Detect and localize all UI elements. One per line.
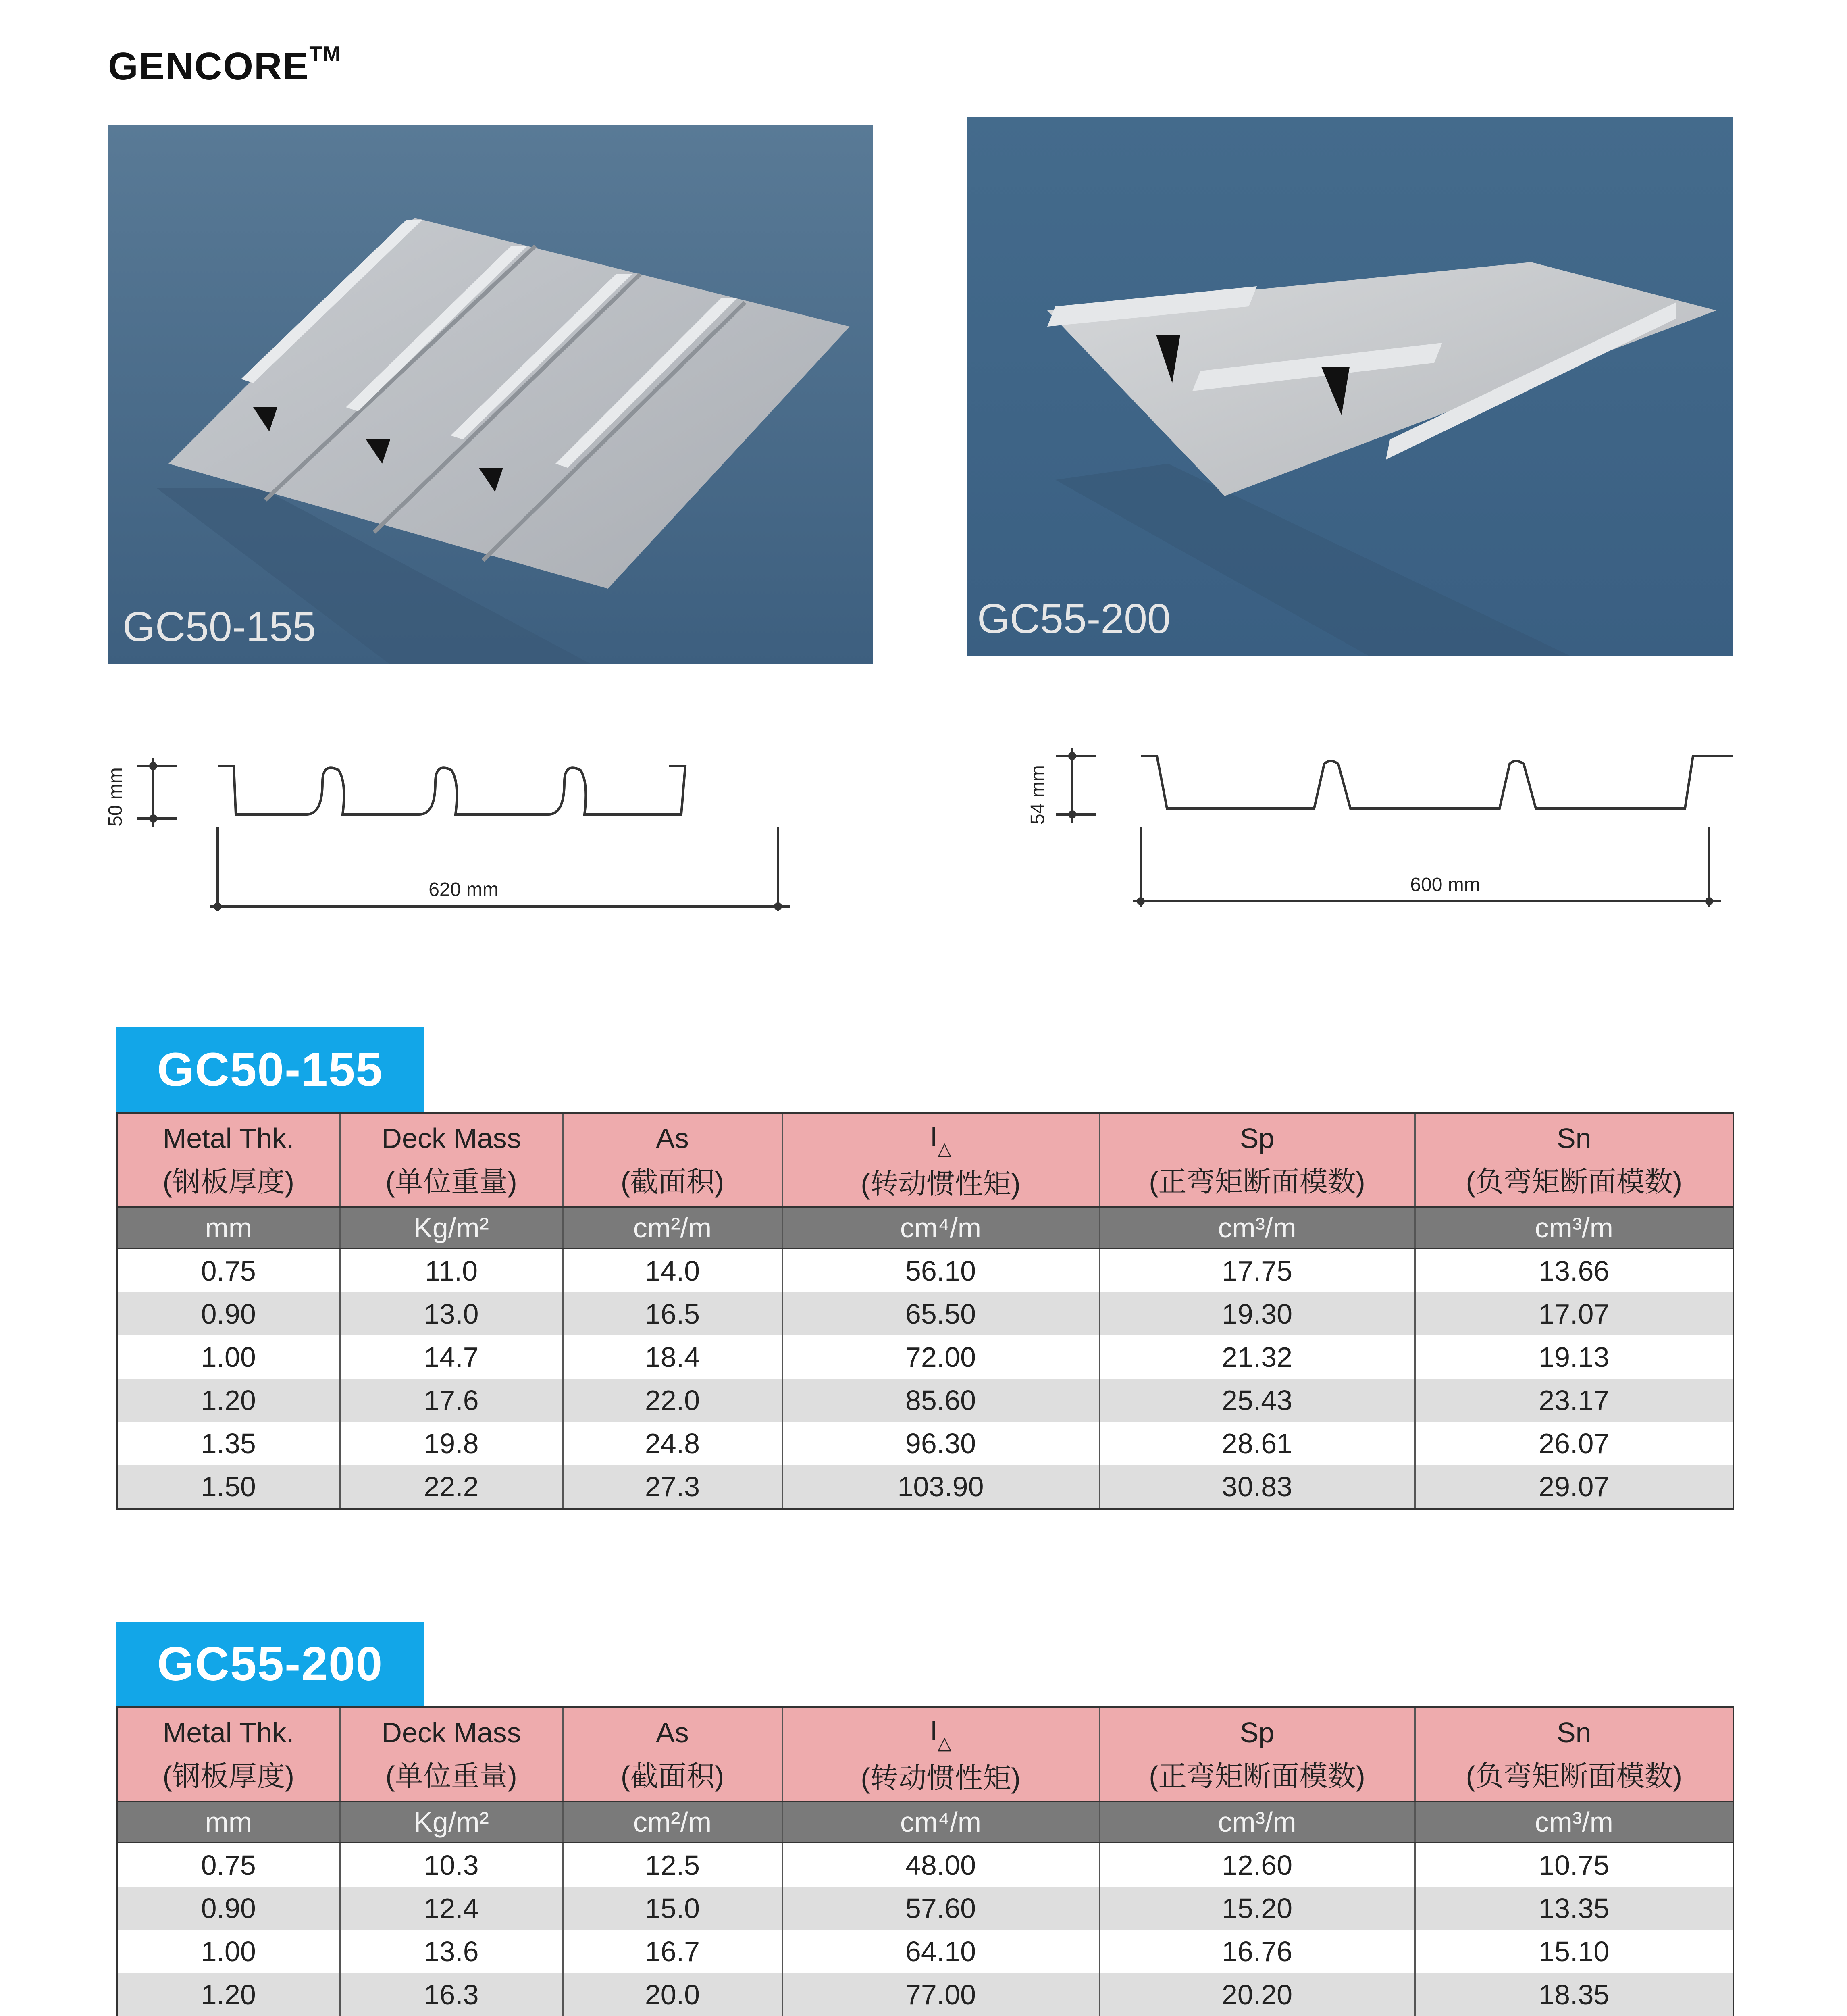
unit-cell: cm²/m: [563, 1207, 782, 1248]
table-cell: 13.6: [340, 1930, 563, 1973]
table-cell: 1.20: [117, 1379, 340, 1422]
table-cell: 85.60: [782, 1379, 1099, 1422]
table-cell: 27.3: [563, 1465, 782, 1509]
table-cell: 16.5: [563, 1292, 782, 1335]
profile-width-label: 600 mm: [1410, 874, 1480, 896]
table-row: [117, 1422, 1733, 1465]
table-row: [117, 1292, 1733, 1335]
table-cell: 15.0: [563, 1887, 782, 1930]
profile-width-label: 620 mm: [428, 879, 499, 900]
header-row: [117, 1113, 1733, 1207]
header-sp: Sp (正弯矩断面模数): [1099, 1113, 1415, 1207]
table-cell: 10.3: [340, 1843, 563, 1887]
table-cell: 77.00: [782, 1973, 1099, 2016]
table-cell: 65.50: [782, 1292, 1099, 1335]
table-cell: 16.3: [340, 1973, 563, 2016]
unit-cell: Kg/m²: [340, 1801, 563, 1843]
table-cell: 18.4: [563, 1335, 782, 1379]
unit-cell: Kg/m²: [340, 1207, 563, 1248]
table-cell: 16.7: [563, 1930, 782, 1973]
table-cell: 22.2: [340, 1465, 563, 1509]
profile-drawing-gc50-155: [97, 738, 822, 931]
table-cell: 15.10: [1415, 1930, 1733, 1973]
product-photo-gc55-200: [967, 117, 1733, 656]
table-cell: 17.07: [1415, 1292, 1733, 1335]
table-cell: 14.0: [563, 1248, 782, 1292]
table-cell: 13.35: [1415, 1887, 1733, 1930]
photo-label: GC55-200: [977, 596, 1171, 642]
profile-height-label: 50 mm: [105, 767, 126, 827]
table-cell: 20.0: [563, 1973, 782, 2016]
table-cell: 96.30: [782, 1422, 1099, 1465]
table-cell: 20.20: [1099, 1973, 1415, 2016]
unit-cell: mm: [117, 1207, 340, 1248]
unit-cell: cm³/m: [1099, 1207, 1415, 1248]
deck-render-gc55-200: [967, 117, 1733, 656]
table-row: [117, 1379, 1733, 1422]
table-row: [117, 1887, 1733, 1930]
photo-label: GC50-155: [123, 604, 316, 650]
units-row: [117, 1801, 1733, 1843]
brand-logo: [108, 44, 341, 89]
table-cell: 26.07: [1415, 1422, 1733, 1465]
header-deck-mass: Deck Mass (单位重量): [340, 1707, 563, 1801]
profile-drawing-gc55-200: [1008, 734, 1753, 927]
table-cell: 64.10: [782, 1930, 1099, 1973]
product-photo-gc50-155: [108, 125, 873, 664]
table-cell: 48.00: [782, 1843, 1099, 1887]
deck-render-gc50-155: [108, 125, 873, 664]
unit-cell: cm³/m: [1415, 1207, 1733, 1248]
header-as: As (截面积): [563, 1707, 782, 1801]
table-cell: 22.0: [563, 1379, 782, 1422]
table-cell: 18.35: [1415, 1973, 1733, 2016]
table-cell: 19.13: [1415, 1335, 1733, 1379]
table-cell: 12.5: [563, 1843, 782, 1887]
unit-cell: cm⁴/m: [782, 1801, 1099, 1843]
table-cell: 1.00: [117, 1335, 340, 1379]
profile-height-label: 54 mm: [1027, 765, 1048, 825]
table-cell: 13.66: [1415, 1248, 1733, 1292]
header-row: [117, 1707, 1733, 1801]
table-cell: 30.83: [1099, 1465, 1415, 1509]
header-inertia: $I_\triangle$ (转动惯性矩): [782, 1113, 1099, 1207]
brand-name: GENCORE: [108, 45, 310, 88]
table-cell: 11.0: [340, 1248, 563, 1292]
table-row: [117, 1843, 1733, 1887]
header-sn: Sn (负弯矩断面模数): [1415, 1113, 1733, 1207]
table-cell: 1.35: [117, 1422, 340, 1465]
table-cell: 24.8: [563, 1422, 782, 1465]
unit-cell: cm²/m: [563, 1801, 782, 1843]
table-cell: 0.90: [117, 1887, 340, 1930]
table-cell: 16.76: [1099, 1930, 1415, 1973]
header-sn: Sn (负弯矩断面模数): [1415, 1707, 1733, 1801]
table-cell: 1.50: [117, 1465, 340, 1509]
table-cell: 23.17: [1415, 1379, 1733, 1422]
table-row: [117, 1335, 1733, 1379]
unit-cell: cm⁴/m: [782, 1207, 1099, 1248]
units-row: [117, 1207, 1733, 1248]
table-cell: 15.20: [1099, 1887, 1415, 1930]
table-cell: 29.07: [1415, 1465, 1733, 1509]
table-cell: 12.4: [340, 1887, 563, 1930]
table-cell: 25.43: [1099, 1379, 1415, 1422]
trademark-mark: TM: [309, 42, 341, 66]
unit-cell: cm³/m: [1415, 1801, 1733, 1843]
table-cell: 0.75: [117, 1843, 340, 1887]
table-title-gc55-200: GC55-200: [116, 1622, 424, 1706]
table-cell: 19.30: [1099, 1292, 1415, 1335]
table-cell: 0.75: [117, 1248, 340, 1292]
table-cell: 10.75: [1415, 1843, 1733, 1887]
header-as: As (截面积): [563, 1113, 782, 1207]
header-sp: Sp (正弯矩断面模数): [1099, 1707, 1415, 1801]
table-cell: 1.00: [117, 1930, 340, 1973]
unit-cell: mm: [117, 1801, 340, 1843]
unit-cell: cm³/m: [1099, 1801, 1415, 1843]
table-cell: 1.20: [117, 1973, 340, 2016]
table-row: [117, 1248, 1733, 1292]
table-cell: 19.8: [340, 1422, 563, 1465]
table-cell: 103.90: [782, 1465, 1099, 1509]
header-inertia: $I_\triangle$ (转动惯性矩): [782, 1707, 1099, 1801]
header-metal-thk: Metal Thk. (钢板厚度): [117, 1113, 340, 1207]
table-row: [117, 1465, 1733, 1509]
table-title-gc50-155: GC50-155: [116, 1027, 424, 1112]
header-metal-thk: Metal Thk. (钢板厚度): [117, 1707, 340, 1801]
table-cell: 17.75: [1099, 1248, 1415, 1292]
table-cell: 17.6: [340, 1379, 563, 1422]
table-cell: 57.60: [782, 1887, 1099, 1930]
table-cell: 28.61: [1099, 1422, 1415, 1465]
table-row: [117, 1973, 1733, 2016]
table-cell: 72.00: [782, 1335, 1099, 1379]
table-cell: 56.10: [782, 1248, 1099, 1292]
table-cell: 0.90: [117, 1292, 340, 1335]
table-cell: 14.7: [340, 1335, 563, 1379]
header-deck-mass: Deck Mass (单位重量): [340, 1113, 563, 1207]
table-row: [117, 1930, 1733, 1973]
table-cell: 21.32: [1099, 1335, 1415, 1379]
spec-table-gc50-155: [116, 1112, 1734, 1510]
table-cell: 12.60: [1099, 1843, 1415, 1887]
spec-table-gc55-200: [116, 1706, 1734, 2016]
table-cell: 13.0: [340, 1292, 563, 1335]
